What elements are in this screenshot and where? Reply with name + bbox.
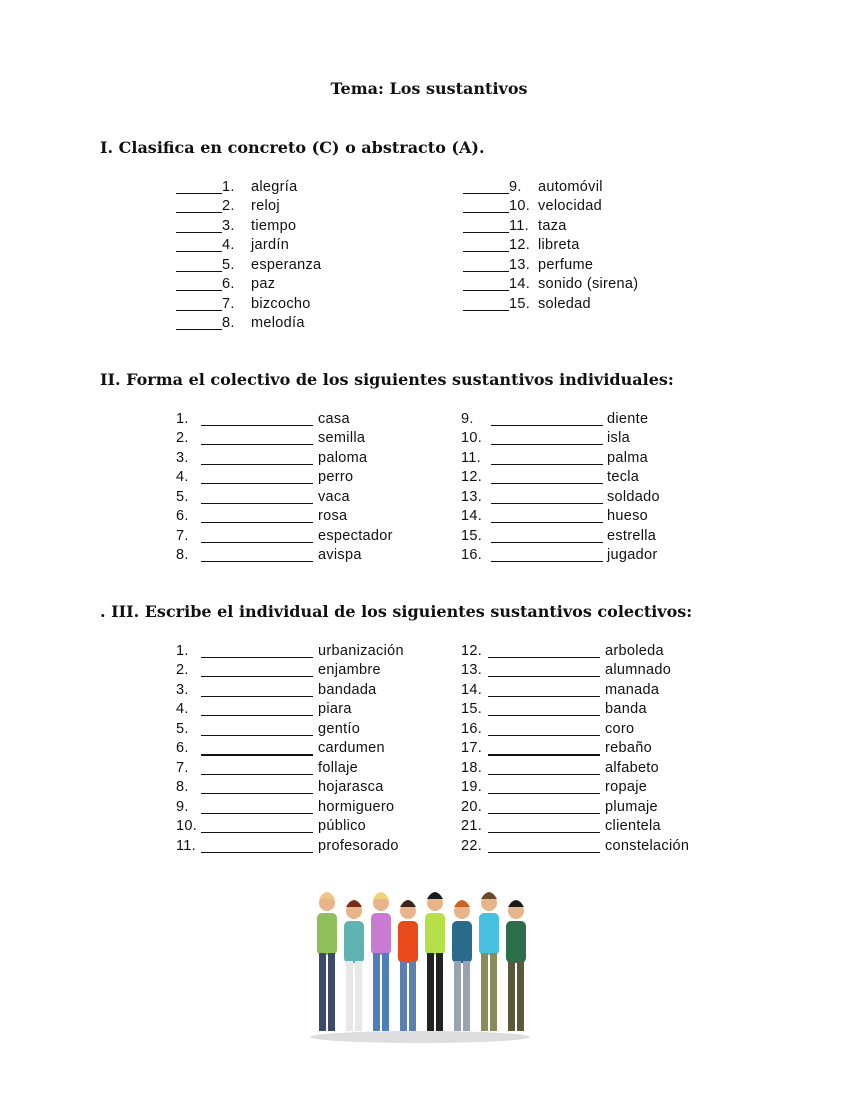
item-word: melodía bbox=[251, 315, 305, 332]
item-number: 7. bbox=[222, 295, 235, 312]
item-number: 19. bbox=[461, 779, 483, 796]
group-of-people-illustration bbox=[305, 885, 540, 1045]
item-word: palma bbox=[607, 449, 648, 466]
item-word: clientela bbox=[605, 818, 661, 835]
item-word: manada bbox=[605, 681, 660, 698]
item-number: 11. bbox=[176, 837, 196, 854]
answer-blank[interactable] bbox=[201, 661, 313, 677]
item-number: 10. bbox=[461, 430, 483, 447]
answer-blank[interactable] bbox=[491, 488, 603, 504]
answer-blank[interactable] bbox=[488, 798, 600, 814]
item-word: enjambre bbox=[318, 662, 381, 679]
item-word: bandada bbox=[318, 681, 377, 698]
answer-blank[interactable] bbox=[463, 217, 509, 233]
answer-blank[interactable] bbox=[491, 410, 603, 426]
item-number: 11. bbox=[461, 449, 481, 466]
item-number: 16. bbox=[461, 720, 483, 737]
item-number: 20. bbox=[461, 798, 483, 815]
item-number: 12. bbox=[509, 237, 531, 254]
answer-blank[interactable] bbox=[201, 720, 313, 736]
section1-heading: I. Clasifica en concreto (C) o abstracto (A). bbox=[100, 138, 485, 157]
answer-blank[interactable] bbox=[201, 759, 313, 775]
answer-blank[interactable] bbox=[176, 197, 222, 213]
answer-blank[interactable] bbox=[176, 314, 222, 330]
item-number: 8. bbox=[176, 779, 189, 796]
answer-blank[interactable] bbox=[176, 295, 222, 311]
answer-blank[interactable] bbox=[491, 449, 603, 465]
answer-blank[interactable] bbox=[488, 720, 600, 736]
item-word: ropaje bbox=[605, 779, 648, 796]
item-number: 15. bbox=[509, 295, 531, 312]
item-number: 11. bbox=[509, 217, 529, 234]
item-number: 10. bbox=[176, 818, 198, 835]
item-number: 3. bbox=[176, 681, 189, 698]
person-figure bbox=[371, 892, 391, 1031]
item-number: 22. bbox=[461, 837, 483, 854]
item-number: 5. bbox=[176, 488, 189, 505]
item-word: avispa bbox=[318, 547, 362, 564]
item-number: 12. bbox=[461, 469, 483, 486]
item-word: rebaño bbox=[605, 740, 652, 757]
item-number: 13. bbox=[461, 488, 483, 505]
item-number: 4. bbox=[176, 701, 189, 718]
item-word: rosa bbox=[318, 508, 348, 525]
answer-blank[interactable] bbox=[201, 468, 313, 484]
item-word: hueso bbox=[607, 508, 649, 525]
item-number: 21. bbox=[461, 818, 483, 835]
answer-blank[interactable] bbox=[488, 759, 600, 775]
item-word: esperanza bbox=[251, 256, 322, 273]
item-number: 8. bbox=[222, 315, 235, 332]
answer-blank[interactable] bbox=[201, 488, 313, 504]
item-word: alfabeto bbox=[605, 759, 659, 776]
item-word: casa bbox=[318, 411, 350, 427]
item-word: follaje bbox=[318, 759, 358, 776]
item-word: bizcocho bbox=[251, 295, 311, 312]
answer-blank[interactable] bbox=[201, 642, 313, 658]
item-number: 6. bbox=[176, 508, 189, 525]
answer-blank[interactable] bbox=[463, 256, 509, 272]
answer-blank[interactable] bbox=[463, 178, 509, 194]
answer-blank[interactable] bbox=[488, 681, 600, 697]
item-number: 3. bbox=[222, 217, 235, 234]
item-number: 7. bbox=[176, 527, 189, 544]
item-number: 1. bbox=[176, 643, 189, 659]
item-number: 2. bbox=[222, 198, 235, 215]
item-number: 3. bbox=[176, 449, 189, 466]
answer-blank[interactable] bbox=[488, 778, 600, 794]
item-word: constelación bbox=[605, 837, 690, 854]
item-word: arboleda bbox=[605, 643, 664, 659]
answer-blank[interactable] bbox=[491, 546, 603, 562]
item-word: gentío bbox=[318, 720, 361, 737]
answer-blank[interactable] bbox=[488, 817, 600, 833]
answer-blank[interactable] bbox=[176, 217, 222, 233]
item-word: vaca bbox=[318, 488, 350, 505]
item-word: diente bbox=[607, 411, 649, 427]
item-number: 18. bbox=[461, 759, 483, 776]
item-number: 4. bbox=[176, 469, 189, 486]
person-figure bbox=[425, 892, 445, 1031]
item-word: jardín bbox=[251, 237, 290, 254]
answer-blank[interactable] bbox=[201, 837, 313, 853]
item-word: perfume bbox=[538, 256, 594, 273]
answer-blank[interactable] bbox=[491, 507, 603, 523]
item-word: urbanización bbox=[318, 643, 404, 659]
item-word: público bbox=[318, 818, 367, 835]
answer-blank[interactable] bbox=[463, 197, 509, 213]
item-number: 12. bbox=[461, 643, 483, 659]
item-word: sonido (sirena) bbox=[538, 276, 639, 293]
answer-blank[interactable] bbox=[488, 642, 600, 658]
item-number: 9. bbox=[461, 411, 474, 427]
item-word: reloj bbox=[251, 198, 280, 215]
answer-blank[interactable] bbox=[201, 449, 313, 465]
answer-blank[interactable] bbox=[463, 275, 509, 291]
item-word: tecla bbox=[607, 469, 640, 486]
item-number: 7. bbox=[176, 759, 189, 776]
item-word: soldado bbox=[607, 488, 660, 505]
item-number: 8. bbox=[176, 547, 189, 564]
item-number: 9. bbox=[176, 798, 189, 815]
item-word: perro bbox=[318, 469, 354, 486]
item-word: automóvil bbox=[538, 179, 603, 195]
item-word: libreta bbox=[538, 237, 580, 254]
item-number: 13. bbox=[461, 662, 483, 679]
item-number: 1. bbox=[222, 179, 235, 195]
item-word: tiempo bbox=[251, 217, 297, 234]
item-word: piara bbox=[318, 701, 352, 718]
item-word: soledad bbox=[538, 295, 591, 312]
item-number: 14. bbox=[509, 276, 531, 293]
answer-blank[interactable] bbox=[491, 527, 603, 543]
item-number: 5. bbox=[176, 720, 189, 737]
answer-blank[interactable] bbox=[491, 429, 603, 445]
item-number: 9. bbox=[509, 179, 522, 195]
item-number: 1. bbox=[176, 411, 189, 427]
person-figure bbox=[506, 900, 526, 1031]
item-word: hormiguero bbox=[318, 798, 395, 815]
item-word: banda bbox=[605, 701, 647, 718]
answer-blank[interactable] bbox=[201, 527, 313, 543]
item-word: hojarasca bbox=[318, 779, 384, 796]
person-figure bbox=[398, 900, 418, 1031]
item-number: 2. bbox=[176, 430, 189, 447]
answer-blank[interactable] bbox=[491, 468, 603, 484]
answer-blank[interactable] bbox=[488, 700, 600, 716]
answer-blank[interactable] bbox=[488, 739, 600, 756]
answer-blank[interactable] bbox=[201, 798, 313, 814]
answer-blank[interactable] bbox=[176, 178, 222, 194]
answer-blank[interactable] bbox=[488, 837, 600, 853]
person-figure bbox=[317, 892, 337, 1031]
answer-blank[interactable] bbox=[201, 739, 313, 756]
item-word: semilla bbox=[318, 430, 366, 447]
answer-blank[interactable] bbox=[201, 507, 313, 523]
item-word: espectador bbox=[318, 527, 393, 544]
answer-blank[interactable] bbox=[488, 661, 600, 677]
answer-blank[interactable] bbox=[176, 236, 222, 252]
item-number: 14. bbox=[461, 681, 483, 698]
item-word: coro bbox=[605, 720, 635, 737]
answer-blank[interactable] bbox=[201, 681, 313, 697]
item-number: 6. bbox=[222, 276, 235, 293]
answer-blank[interactable] bbox=[176, 275, 222, 291]
item-word: isla bbox=[607, 430, 630, 447]
item-number: 5. bbox=[222, 256, 235, 273]
item-word: plumaje bbox=[605, 798, 658, 815]
section3-heading: . III. Escribe el individual de los siguientes sustantivos colectivos: bbox=[100, 602, 693, 621]
item-number: 16. bbox=[461, 547, 483, 564]
item-word: alumnado bbox=[605, 662, 672, 679]
item-word: jugador bbox=[607, 547, 658, 564]
person-figure bbox=[479, 892, 499, 1031]
answer-blank[interactable] bbox=[201, 778, 313, 794]
item-number: 17. bbox=[461, 740, 483, 757]
answer-blank[interactable] bbox=[201, 817, 313, 833]
answer-blank[interactable] bbox=[176, 256, 222, 272]
page-title: Tema: Los sustantivos bbox=[330, 79, 528, 98]
item-number: 14. bbox=[461, 508, 483, 525]
item-word: taza bbox=[538, 217, 567, 234]
item-number: 13. bbox=[509, 256, 531, 273]
item-word: velocidad bbox=[538, 198, 602, 215]
item-number: 6. bbox=[176, 740, 189, 757]
item-word: profesorado bbox=[318, 837, 399, 854]
answer-blank[interactable] bbox=[201, 410, 313, 426]
answer-blank[interactable] bbox=[201, 700, 313, 716]
item-word: estrella bbox=[607, 527, 657, 544]
item-word: paloma bbox=[318, 449, 368, 466]
item-number: 15. bbox=[461, 701, 483, 718]
item-word: alegría bbox=[251, 179, 298, 195]
item-number: 2. bbox=[176, 662, 189, 679]
answer-blank[interactable] bbox=[201, 546, 313, 562]
person-figure bbox=[344, 900, 364, 1031]
person-figure bbox=[452, 900, 472, 1031]
item-word: cardumen bbox=[318, 740, 385, 757]
item-number: 15. bbox=[461, 527, 483, 544]
item-word: paz bbox=[251, 276, 276, 293]
answer-blank[interactable] bbox=[201, 429, 313, 445]
item-number: 10. bbox=[509, 198, 531, 215]
item-number: 4. bbox=[222, 237, 235, 254]
answer-blank[interactable] bbox=[463, 295, 509, 311]
section2-heading: II. Forma el colectivo de los siguientes sustantivos individuales: bbox=[100, 370, 674, 389]
answer-blank[interactable] bbox=[463, 236, 509, 252]
